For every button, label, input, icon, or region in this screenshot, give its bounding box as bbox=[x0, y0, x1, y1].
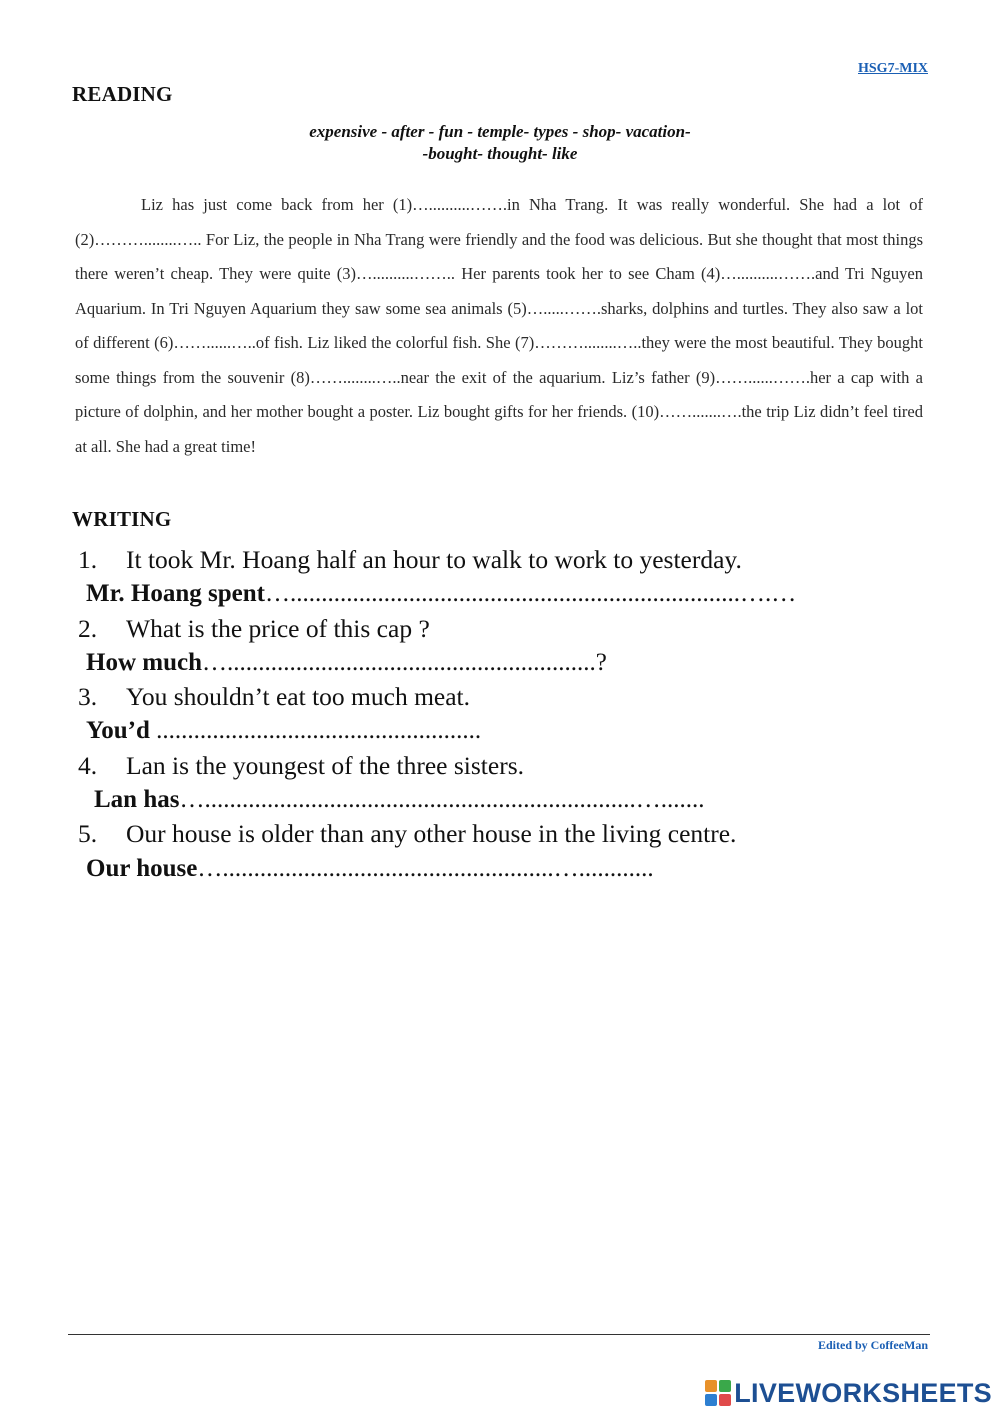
prompt-text: What is the price of this cap ? bbox=[126, 614, 430, 643]
brand-name: LIVEWORKSHEETS bbox=[734, 1377, 992, 1408]
word-bank-line-2: -bought- thought- like bbox=[422, 144, 578, 163]
writing-item-5-prompt bbox=[78, 817, 736, 851]
writing-item-1-answer[interactable] bbox=[86, 577, 796, 611]
writing-item-3-prompt bbox=[78, 680, 470, 714]
liveworksheets-logo-icon bbox=[705, 1380, 731, 1406]
item-number: 3. bbox=[78, 682, 98, 711]
prompt-text: Our house is older than any other house in the living centre. bbox=[126, 819, 737, 848]
liveworksheets-brand bbox=[705, 1376, 992, 1410]
writing-item-1-prompt bbox=[78, 543, 742, 577]
answer-starter: Mr. Hoang spent bbox=[86, 580, 265, 607]
answer-starter: Lan has bbox=[94, 786, 180, 813]
word-bank-line-1: expensive - after - fun - temple- types - shop- vacation- bbox=[309, 122, 691, 141]
item-number: 2. bbox=[78, 614, 98, 643]
prompt-text: Lan is the youngest of the three sisters. bbox=[126, 751, 524, 780]
item-number: 4. bbox=[78, 751, 98, 780]
passage-text: Liz has just come back from her (1)…..........…….in Nha Trang. It was really wonderful. She had a lot of (2)………........….. For Liz, the people in Nha Trang were friendly and the food was delicious. But she thought that most things there weren’t cheap. They were quite (3)…..........…….. Her parents took her to see Cham (4)…..........…….and Tri Nguyen Aquarium. In Tri Nguyen Aquarium they saw some sea animals (5)….....…….sharks, dolphins and turtles. They also saw a lot of different (6)……......…..of fish. Liz liked the colorful fish. She (7)………........…..they were the most beautiful. They bought some things from the souvenir (8)……........…..near the exit of the aquarium. Liz’s father (9)……......…….her a cap with a picture of dolphin, and her mother bought a poster. Liz bought gifts for her friends. (10)…….......….the trip Liz didn’t feel tired at all. She had a great time! bbox=[75, 195, 923, 456]
writing-item-4-prompt bbox=[78, 749, 524, 783]
document-code: HSG7-MIX bbox=[858, 61, 928, 76]
answer-starter: How much bbox=[86, 649, 202, 676]
writing-item-5-answer[interactable] bbox=[86, 852, 654, 886]
writing-heading: WRITING bbox=[72, 507, 172, 531]
prompt-text: You shouldn’t eat too much meat. bbox=[126, 682, 471, 711]
writing-item-4-answer[interactable] bbox=[94, 783, 704, 817]
footer-divider bbox=[68, 1334, 930, 1335]
writing-item-2-answer[interactable] bbox=[86, 646, 607, 680]
answer-blank[interactable]: ….....................................................................…....... bbox=[179, 786, 705, 813]
answer-starter: You’d bbox=[86, 717, 150, 744]
answer-blank[interactable]: ….....................................................…............ bbox=[197, 855, 654, 882]
item-number: 1. bbox=[78, 545, 98, 574]
answer-blank[interactable]: …...........................................................? bbox=[201, 649, 607, 676]
word-bank bbox=[0, 121, 1000, 165]
prompt-text: It took Mr. Hoang half an hour to walk to work to yesterday. bbox=[126, 545, 742, 574]
item-number: 5. bbox=[78, 819, 98, 848]
reading-heading: READING bbox=[72, 82, 173, 106]
answer-blank[interactable]: …........................................................................….… bbox=[264, 580, 797, 607]
reading-passage bbox=[75, 188, 923, 464]
answer-starter: Our house bbox=[86, 855, 198, 882]
writing-item-3-answer[interactable] bbox=[86, 714, 481, 748]
editor-credit: Edited by CoffeeMan bbox=[818, 1338, 928, 1352]
writing-item-2-prompt bbox=[78, 612, 430, 646]
answer-blank[interactable]: .................................................... bbox=[149, 717, 482, 744]
